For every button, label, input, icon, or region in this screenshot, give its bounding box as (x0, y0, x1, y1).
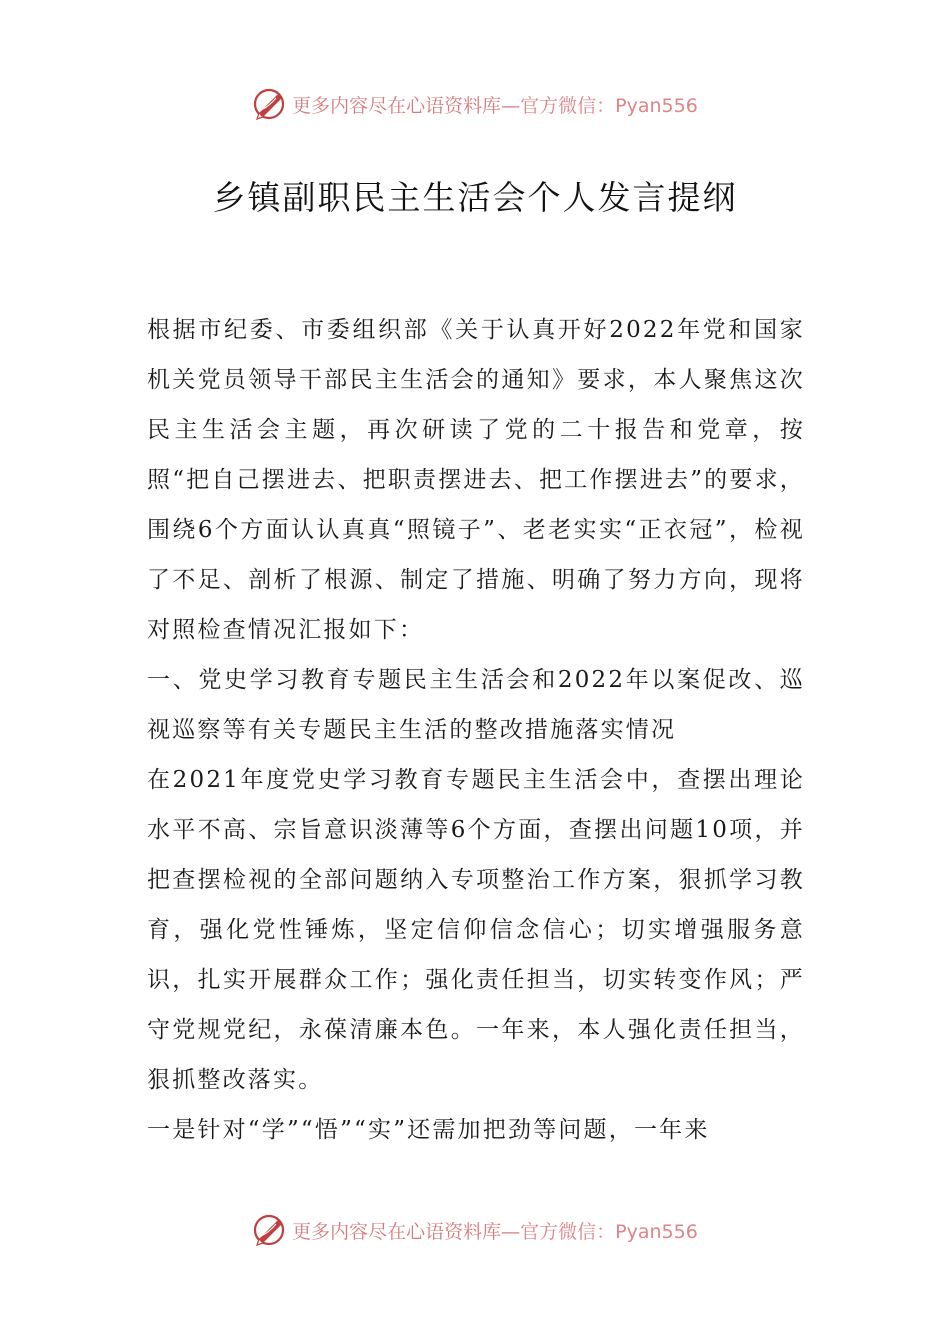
paragraph-intro: 根据市纪委、市委组织部《关于认真开好2022年党和国家机关党员领导干部民主生活会的通知》要求，本人聚焦这次民主生活会主题，再次研读了党的二十报告和党章，按照“把自己摆进去、把职责摆进去、把工作摆进去”的要求，围绕6个方面认认真真“照镜子”、老老实实“正衣冠”，检视了不足、剖析了根源、制定了措施、明确了努力方向，现将对照检查情况汇报如下： (147, 317, 805, 643)
pen-logo-icon (252, 1212, 288, 1248)
footer-banner-text: 更多内容尽在心语资料库— (292, 1220, 521, 1243)
document-body (147, 305, 805, 1155)
header-banner-wechat: 官方微信：Pyan556 (520, 94, 698, 117)
footer-banner-wechat: 官方微信：Pyan556 (520, 1220, 698, 1243)
paragraph-rectification: 在2021年度党史学习教育专题民主生活会中，查摆出理论水平不高、宗旨意识淡薄等6个方面，查摆出问题10项，并把查摆检视的全部问题纳入专项整治工作方案，狠抓学习教育，强化党性锤炼，坚定信仰信念信心；切实增强服务意识，扎实开展群众工作；强化责任担当，切实转变作风；严守党规党纪，永葆清廉本色。一年来，本人强化责任担当，狠抓整改落实。 (147, 767, 805, 1093)
header-banner-text: 更多内容尽在心语资料库— (292, 94, 521, 117)
paragraph-section-heading: 一、党史学习教育专题民主生活会和2022年以案促改、巡视巡察等有关专题民主生活的整改措施落实情况 (147, 667, 805, 743)
header-banner (0, 82, 950, 126)
paragraph-item-one: 一是针对“学”“悟”“实”还需加把劲等问题，一年来 (147, 1117, 710, 1143)
document-title: 乡镇副职民主生活会个人发言提纲 (212, 178, 738, 217)
pen-logo-icon (252, 86, 288, 122)
footer-banner (0, 1208, 950, 1252)
